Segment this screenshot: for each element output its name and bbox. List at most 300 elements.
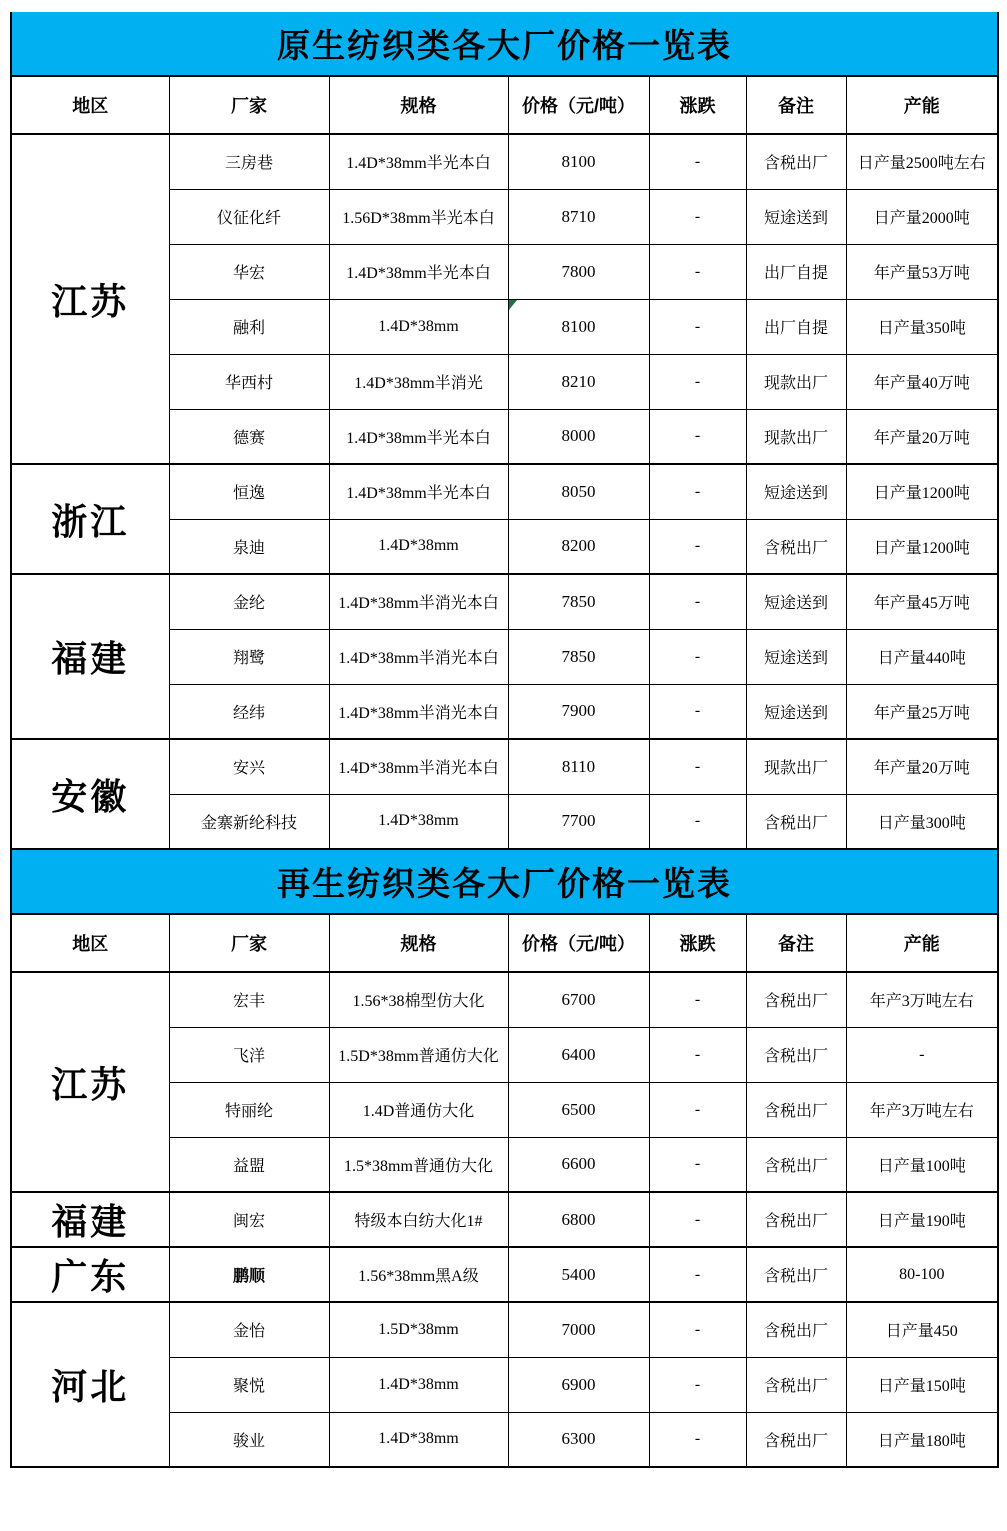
capacity-cell	[846, 739, 998, 794]
change-cell	[649, 299, 746, 354]
spec-cell-text: 1.4D*38mm半光本白	[346, 485, 491, 503]
change-cell-text: -	[694, 1265, 701, 1283]
change-cell	[649, 1302, 746, 1357]
maker-cell-text: 金纶	[232, 595, 265, 613]
capacity-cell-text: 日产量180吨	[877, 1432, 966, 1450]
note-cell-text: 含税出厂	[763, 539, 828, 557]
capacity-cell	[846, 1027, 998, 1082]
note-cell	[746, 629, 846, 684]
table-title: 原生纺织类各大厂价格一览表	[11, 12, 998, 76]
table-row	[11, 134, 998, 189]
spec-cell	[329, 244, 508, 299]
note-cell-text: 现款出厂	[763, 760, 828, 778]
spec-cell	[329, 134, 508, 189]
maker-cell-text: 翔鹭	[232, 650, 265, 667]
change-cell-text: -	[694, 592, 701, 610]
maker-cell	[169, 574, 329, 629]
note-cell	[746, 1192, 846, 1247]
table-row	[11, 1192, 998, 1247]
maker-cell	[169, 189, 329, 244]
maker-cell	[169, 354, 329, 409]
capacity-cell	[846, 409, 998, 464]
change-cell	[649, 1192, 746, 1247]
price-cell-text: 8050	[561, 481, 596, 501]
table-title-row	[11, 12, 998, 76]
note-cell-text: 含税出厂	[763, 1157, 828, 1175]
spec-cell	[329, 409, 508, 464]
maker-cell-text: 仪征化纤	[216, 210, 281, 227]
maker-cell	[169, 972, 329, 1027]
change-cell	[649, 244, 746, 299]
note-cell	[746, 1357, 846, 1412]
maker-cell	[169, 1192, 329, 1247]
price-cell	[508, 519, 649, 574]
capacity-cell	[846, 972, 998, 1027]
capacity-cell-text: 日产量190吨	[877, 1213, 966, 1230]
price-cell	[508, 739, 649, 794]
maker-cell-text: 华宏	[232, 265, 265, 282]
change-cell	[649, 739, 746, 794]
change-cell	[649, 464, 746, 519]
change-cell	[649, 1137, 746, 1192]
note-cell	[746, 1082, 846, 1137]
column-header-6: 产能	[846, 914, 998, 972]
note-cell-text: 含税出厂	[763, 1103, 828, 1120]
maker-cell	[169, 409, 329, 464]
region-cell: 河北	[11, 1302, 169, 1467]
capacity-cell-text: 日产量2500吨左右	[857, 155, 986, 173]
capacity-cell-text: 年产量40万吨	[873, 375, 970, 392]
price-cell	[508, 409, 649, 464]
note-cell-text: 短途送到	[763, 485, 828, 503]
price-cell	[508, 189, 649, 244]
change-cell-text: -	[694, 537, 701, 555]
note-cell	[746, 464, 846, 519]
change-cell	[649, 1027, 746, 1082]
maker-cell	[169, 519, 329, 574]
capacity-cell-text: -	[919, 1045, 925, 1063]
column-header-0: 地区	[11, 76, 169, 134]
note-cell-text: 现款出厂	[763, 375, 828, 392]
capacity-cell	[846, 574, 998, 629]
spec-cell-text: 1.5D*38mm普通仿大化	[338, 1048, 499, 1065]
capacity-cell	[846, 1192, 998, 1247]
table-row	[11, 464, 998, 519]
spec-cell	[329, 354, 508, 409]
spec-cell	[329, 1247, 508, 1302]
comment-flag-icon	[509, 300, 518, 311]
price-cell-text: 8210	[561, 371, 596, 391]
price-cell-text: 6600	[561, 1154, 596, 1174]
spec-cell-text: 1.4D*38mm	[378, 1430, 459, 1448]
change-cell-text: -	[694, 482, 701, 500]
spec-cell	[329, 1357, 508, 1412]
note-cell-text: 含税出厂	[763, 1048, 828, 1065]
region-cell: 江苏	[11, 134, 169, 464]
change-cell-text: -	[694, 702, 701, 720]
change-cell	[649, 1357, 746, 1412]
price-cell-text: 8200	[561, 536, 596, 556]
note-cell	[746, 1027, 846, 1082]
maker-cell	[169, 684, 329, 739]
change-cell	[649, 684, 746, 739]
note-cell-text: 短途送到	[763, 704, 828, 722]
spec-cell-text: 1.56*38mm黑A级	[358, 1268, 479, 1285]
spec-cell-text: 1.4D*38mm	[378, 537, 459, 555]
capacity-cell	[846, 1302, 998, 1357]
maker-cell-text: 骏业	[232, 1432, 265, 1450]
maker-cell	[169, 1357, 329, 1412]
capacity-cell	[846, 134, 998, 189]
change-cell	[649, 794, 746, 849]
change-cell-text: -	[694, 1100, 701, 1118]
note-cell-text: 含税出厂	[763, 814, 828, 832]
change-cell-text: -	[694, 317, 701, 335]
maker-cell	[169, 244, 329, 299]
note-cell	[746, 972, 846, 1027]
capacity-cell	[846, 1082, 998, 1137]
column-header-6: 产能	[846, 76, 998, 134]
spec-cell-text: 1.5D*38mm	[378, 1320, 459, 1338]
maker-cell-text: 飞洋	[232, 1048, 265, 1065]
price-cell	[508, 464, 649, 519]
price-cell-text: 7000	[561, 1319, 596, 1339]
note-cell	[746, 1302, 846, 1357]
maker-cell-text: 恒逸	[232, 485, 265, 503]
maker-cell	[169, 1247, 329, 1302]
spec-cell	[329, 189, 508, 244]
price-cell-text: 7900	[561, 701, 596, 721]
note-cell-text: 现款出厂	[763, 429, 828, 447]
change-cell	[649, 189, 746, 244]
column-header-5: 备注	[746, 914, 846, 972]
capacity-cell	[846, 1137, 998, 1192]
change-cell-text: -	[694, 262, 701, 280]
maker-cell	[169, 1027, 329, 1082]
price-cell	[508, 1302, 649, 1357]
maker-cell-text: 特丽纶	[224, 1103, 273, 1120]
maker-cell-text: 宏丰	[232, 993, 265, 1011]
maker-cell	[169, 134, 329, 189]
capacity-cell-text: 日产量300吨	[877, 814, 966, 832]
note-cell-text: 含税出厂	[763, 1432, 828, 1450]
column-header-3: 价格（元/吨）	[508, 76, 649, 134]
note-cell	[746, 1412, 846, 1467]
change-cell	[649, 519, 746, 574]
price-cell-text: 6800	[561, 1209, 596, 1229]
column-header-4: 涨跌	[649, 914, 746, 972]
maker-cell-text: 经纬	[232, 704, 265, 722]
maker-cell-text: 泉迪	[232, 539, 265, 557]
price-cell-text: 8110	[561, 756, 596, 776]
price-cell	[508, 354, 649, 409]
price-tables-container	[10, 12, 997, 1468]
spec-cell-text: 1.4D*38mm半消光本白	[338, 760, 499, 778]
maker-cell	[169, 629, 329, 684]
note-cell-text: 短途送到	[763, 595, 828, 613]
note-cell-text: 含税出厂	[763, 1268, 828, 1285]
column-header-5: 备注	[746, 76, 846, 134]
maker-cell-text: 德赛	[232, 429, 265, 447]
column-header-2: 规格	[329, 76, 508, 134]
price-cell	[508, 1247, 649, 1302]
price-cell	[508, 972, 649, 1027]
capacity-cell	[846, 1412, 998, 1467]
maker-cell-text: 金寨新纶科技	[200, 814, 297, 832]
change-cell	[649, 574, 746, 629]
spec-cell	[329, 629, 508, 684]
note-cell-text: 含税出厂	[763, 1323, 828, 1341]
maker-cell	[169, 1302, 329, 1357]
spec-cell-text: 1.4D*38mm半消光本白	[338, 650, 499, 667]
capacity-cell-text: 年产3万吨左右	[869, 993, 974, 1011]
note-cell-text: 含税出厂	[763, 993, 828, 1011]
maker-cell	[169, 1082, 329, 1137]
change-cell-text: -	[694, 647, 701, 665]
spec-cell	[329, 574, 508, 629]
capacity-cell-text: 日产量2000吨	[873, 210, 970, 227]
change-cell-text: -	[694, 1375, 701, 1393]
note-cell	[746, 519, 846, 574]
maker-cell	[169, 299, 329, 354]
table-title: 再生纺织类各大厂价格一览表	[11, 850, 998, 914]
price-cell-text: 6300	[561, 1429, 596, 1449]
change-cell	[649, 134, 746, 189]
price-cell-text: 7850	[561, 591, 596, 611]
capacity-cell-text: 日产量440吨	[877, 650, 966, 667]
spec-cell-text: 1.56*38棉型仿大化	[352, 993, 485, 1011]
spec-cell	[329, 1302, 508, 1357]
capacity-cell-text: 日产量100吨	[877, 1157, 966, 1175]
capacity-cell	[846, 1247, 998, 1302]
capacity-cell	[846, 519, 998, 574]
change-cell-text: -	[694, 812, 701, 830]
capacity-cell-text: 日产量1200吨	[873, 485, 970, 503]
region-cell: 广东	[11, 1247, 169, 1302]
spec-cell	[329, 1027, 508, 1082]
spec-cell	[329, 739, 508, 794]
capacity-cell-text: 日产量450	[885, 1323, 958, 1341]
change-cell-text: -	[694, 1045, 701, 1063]
change-cell	[649, 354, 746, 409]
capacity-cell-text: 年产量20万吨	[873, 760, 970, 778]
spec-cell-text: 1.4D普通仿大化	[362, 1103, 475, 1120]
column-header-row	[11, 76, 998, 134]
price-cell	[508, 1027, 649, 1082]
spec-cell	[329, 299, 508, 354]
change-cell	[649, 1082, 746, 1137]
maker-cell-text: 融利	[232, 320, 265, 337]
price-cell	[508, 134, 649, 189]
price-cell-text: 7850	[561, 646, 596, 666]
table-row	[11, 574, 998, 629]
note-cell	[746, 354, 846, 409]
spec-cell	[329, 1082, 508, 1137]
capacity-cell	[846, 1357, 998, 1412]
note-cell-text: 含税出厂	[763, 1378, 828, 1395]
note-cell	[746, 244, 846, 299]
capacity-cell-text: 年产3万吨左右	[869, 1103, 974, 1120]
note-cell-text: 含税出厂	[763, 155, 828, 173]
capacity-cell-text: 年产量53万吨	[873, 265, 970, 282]
column-header-row	[11, 914, 998, 972]
note-cell	[746, 684, 846, 739]
price-cell	[508, 684, 649, 739]
maker-cell-text: 三房巷	[224, 155, 273, 173]
change-cell-text: -	[694, 372, 701, 390]
price-cell-text: 6700	[561, 989, 596, 1009]
price-cell-text: 8000	[561, 426, 596, 446]
price-table-2	[10, 850, 999, 1468]
maker-cell	[169, 464, 329, 519]
spec-cell-text: 1.4D*38mm半消光	[354, 375, 483, 392]
note-cell	[746, 189, 846, 244]
column-header-3: 价格（元/吨）	[508, 914, 649, 972]
price-cell	[508, 299, 649, 354]
column-header-2: 规格	[329, 914, 508, 972]
capacity-cell	[846, 244, 998, 299]
region-cell: 安徽	[11, 739, 169, 849]
change-cell	[649, 629, 746, 684]
column-header-1: 厂家	[169, 914, 329, 972]
change-cell-text: -	[694, 1430, 701, 1448]
price-cell	[508, 1082, 649, 1137]
note-cell	[746, 574, 846, 629]
spec-cell	[329, 519, 508, 574]
maker-cell-text: 鹏顺	[232, 1268, 265, 1285]
change-cell-text: -	[694, 152, 701, 170]
capacity-cell	[846, 794, 998, 849]
note-cell	[746, 299, 846, 354]
price-cell-text: 8100	[561, 151, 596, 171]
capacity-cell-text: 日产量1200吨	[873, 539, 970, 557]
maker-cell	[169, 794, 329, 849]
maker-cell-text: 安兴	[232, 760, 265, 778]
capacity-cell-text: 日产量350吨	[877, 320, 966, 337]
change-cell	[649, 972, 746, 1027]
capacity-cell	[846, 684, 998, 739]
change-cell-text: -	[694, 757, 701, 775]
table-title-row	[11, 850, 998, 914]
spec-cell-text: 1.4D*38mm半光本白	[346, 265, 491, 282]
price-cell-text: 7800	[561, 261, 596, 281]
spec-cell-text: 1.4D*38mm半消光本白	[338, 704, 499, 722]
capacity-cell	[846, 299, 998, 354]
capacity-cell	[846, 354, 998, 409]
note-cell-text: 出厂自提	[763, 320, 828, 337]
region-cell: 浙江	[11, 464, 169, 574]
price-cell-text: 6500	[561, 1099, 596, 1119]
column-header-0: 地区	[11, 914, 169, 972]
spec-cell-text: 1.4D*38mm半消光本白	[338, 595, 499, 613]
change-cell	[649, 1247, 746, 1302]
price-cell	[508, 794, 649, 849]
spec-cell-text: 1.4D*38mm	[378, 317, 459, 335]
maker-cell-text: 益盟	[232, 1157, 265, 1175]
note-cell	[746, 1137, 846, 1192]
price-cell-text: 8100	[561, 316, 596, 336]
change-cell-text: -	[694, 427, 701, 445]
note-cell-text: 含税出厂	[763, 1213, 828, 1230]
note-cell-text: 短途送到	[763, 650, 828, 667]
capacity-cell-text: 80-100	[899, 1265, 945, 1283]
spec-cell-text: 1.4D*38mm	[378, 1375, 459, 1393]
spec-cell	[329, 464, 508, 519]
spec-cell-text: 1.4D*38mm半光本白	[346, 429, 491, 447]
change-cell-text: -	[694, 1320, 701, 1338]
spec-cell	[329, 1137, 508, 1192]
table-row	[11, 1302, 998, 1357]
spec-cell	[329, 1192, 508, 1247]
note-cell	[746, 794, 846, 849]
spec-cell-text: 1.5*38mm普通仿大化	[344, 1157, 493, 1175]
note-cell-text: 出厂自提	[763, 265, 828, 282]
region-cell: 福建	[11, 1192, 169, 1247]
spec-cell-text: 1.4D*38mm半光本白	[346, 155, 491, 173]
change-cell-text: -	[694, 207, 701, 225]
note-cell	[746, 1247, 846, 1302]
region-cell: 江苏	[11, 972, 169, 1192]
note-cell-text: 短途送到	[763, 210, 828, 227]
maker-cell	[169, 1137, 329, 1192]
maker-cell-text: 金怡	[232, 1323, 265, 1341]
note-cell	[746, 739, 846, 794]
price-table-1	[10, 12, 999, 850]
spec-cell	[329, 972, 508, 1027]
change-cell-text: -	[694, 990, 701, 1008]
spec-cell	[329, 794, 508, 849]
price-cell	[508, 1137, 649, 1192]
change-cell	[649, 1412, 746, 1467]
change-cell-text: -	[694, 1210, 701, 1228]
capacity-cell-text: 年产量20万吨	[873, 429, 970, 447]
maker-cell	[169, 739, 329, 794]
capacity-cell-text: 日产量150吨	[877, 1378, 966, 1395]
spec-cell-text: 特级本白纺大化1#	[354, 1213, 483, 1230]
table-row	[11, 739, 998, 794]
capacity-cell	[846, 189, 998, 244]
maker-cell-text: 闽宏	[232, 1213, 265, 1230]
change-cell	[649, 409, 746, 464]
maker-cell	[169, 1412, 329, 1467]
spec-cell	[329, 1412, 508, 1467]
change-cell-text: -	[694, 1155, 701, 1173]
price-cell	[508, 244, 649, 299]
spec-cell-text: 1.56D*38mm半光本白	[342, 210, 495, 227]
table-row	[11, 1247, 998, 1302]
price-cell-text: 7700	[561, 811, 596, 831]
price-cell-text: 5400	[561, 1264, 596, 1284]
price-cell	[508, 1192, 649, 1247]
region-cell: 福建	[11, 574, 169, 739]
price-cell	[508, 1412, 649, 1467]
note-cell	[746, 409, 846, 464]
price-cell-text: 6900	[561, 1374, 596, 1394]
capacity-cell	[846, 629, 998, 684]
price-cell-text: 8710	[561, 206, 596, 226]
capacity-cell-text: 年产量25万吨	[873, 704, 970, 722]
spec-cell	[329, 684, 508, 739]
price-cell	[508, 574, 649, 629]
maker-cell-text: 华西村	[224, 375, 273, 392]
capacity-cell	[846, 464, 998, 519]
column-header-4: 涨跌	[649, 76, 746, 134]
price-cell	[508, 1357, 649, 1412]
capacity-cell-text: 年产量45万吨	[873, 595, 970, 613]
table-row	[11, 972, 998, 1027]
column-header-1: 厂家	[169, 76, 329, 134]
note-cell	[746, 134, 846, 189]
